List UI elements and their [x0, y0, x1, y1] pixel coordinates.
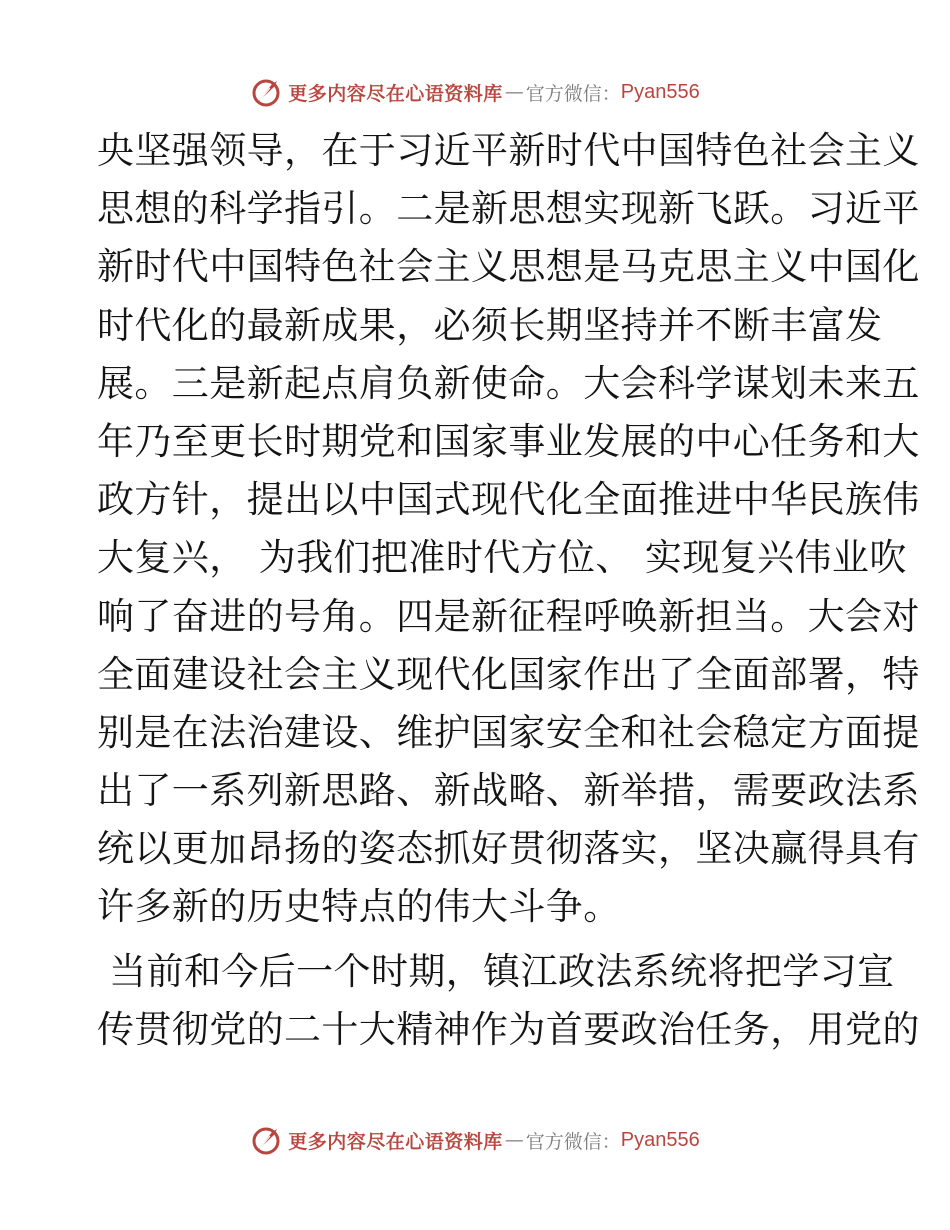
text-line: 展。三是新起点肩负新使命。大会科学谋划未来五: [97, 361, 920, 405]
text-line: 别是在法治建设、维护国家安全和社会稳定方面提: [97, 710, 920, 754]
banner-label: 官方微信：: [525, 1130, 621, 1153]
paragraph-2: [97, 943, 920, 1059]
banner-wechat-id: Pyan556: [620, 80, 700, 103]
text-line: 时代化的最新成果，必须长期坚持并不断丰富发: [97, 303, 883, 347]
text-line: 新时代中国特色社会主义思想是马克思主义中国化: [97, 245, 920, 289]
banner-wechat-id: Pyan556: [620, 1128, 700, 1151]
quill-pen-logo-icon: [250, 1124, 282, 1156]
text-line: 政方针，提出以中国式现代化全面推进中华民族伟: [97, 478, 920, 522]
text-line: 出了一系列新思路、新战略、新举措，需要政法系: [97, 769, 920, 813]
text-line: 响了奋进的号角。四是新征程呼唤新担当。大会对: [97, 594, 920, 638]
document-body: [97, 122, 920, 1059]
banner-title: 更多内容尽在心语资料库: [288, 1130, 503, 1153]
text-line: 央坚强领导，在于习近平新时代中国特色社会主义: [97, 129, 920, 172]
banner-label: 官方微信：: [525, 82, 621, 105]
paragraph-1: [97, 122, 920, 937]
text-line: 当前和今后一个时期，镇江政法系统将把学习宣: [97, 949, 895, 993]
text-line: 全面建设社会主义现代化国家作出了全面部署，特: [97, 652, 920, 696]
text-line: 大复兴， 为我们把准时代方位、 实现复兴伟业吹: [97, 536, 907, 580]
banner-dash: —: [504, 81, 524, 103]
text-line: 统以更加昂扬的姿态抓好贯彻落实，坚决赢得具有: [97, 827, 920, 871]
text-line: 年乃至更长时期党和国家事业发展的中心任务和大: [97, 419, 920, 463]
banner-title: 更多内容尽在心语资料库: [288, 82, 503, 105]
header-banner: [0, 72, 950, 112]
quill-pen-logo-icon: [250, 76, 282, 108]
text-line: 思想的科学指引。二是新思想实现新飞跃。习近平: [97, 187, 920, 231]
text-line: 许多新的历史特点的伟大斗争。: [97, 885, 621, 929]
banner-dash: —: [504, 1129, 524, 1151]
footer-banner: [0, 1120, 950, 1160]
text-line: 传贯彻党的二十大精神作为首要政治任务，用党的: [97, 1007, 920, 1051]
